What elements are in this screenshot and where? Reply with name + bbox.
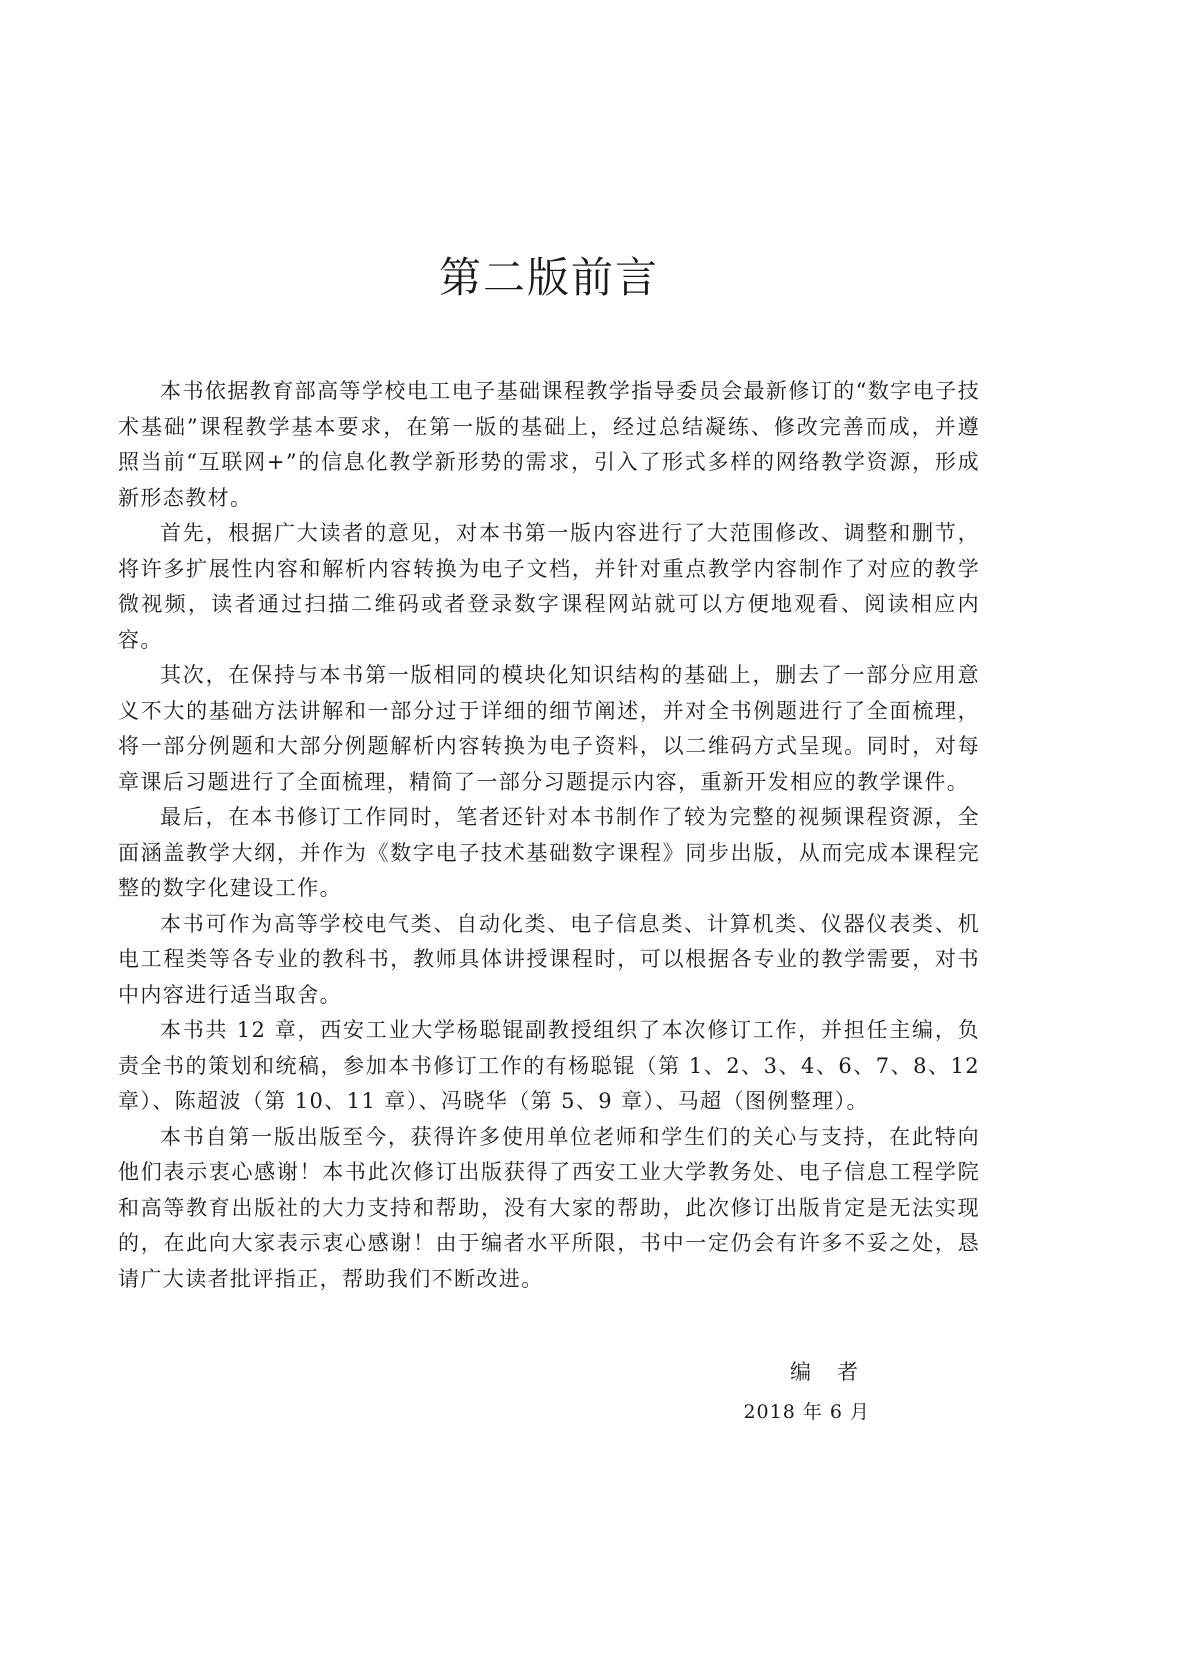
preface-body <box>118 374 980 1297</box>
paragraph-2: 首先，根据广大读者的意见，对本书第一版内容进行了大范围修改、调整和删节，将许多扩展性内容和解析内容转换为电子文档，并针对重点教学内容制作了对应的教学微视频，读者通过扫描二维码或者登录数字课程网站就可以方便地观看、阅读相应内容。 <box>118 521 980 652</box>
signature-block <box>118 1357 980 1427</box>
paragraph-3: 其次，在保持与本书第一版相同的模块化知识结构的基础上，删去了一部分应用意义不大的基础方法讲解和一部分过于详细的细节阐述，并对全书例题进行了全面梳理，将一部分例题和大部分例题解析内容转换为电子资料，以二维码方式呈现。同时，对每章课后习题进行了全面梳理，精简了一部分习题提示内容，重新开发相应的教学课件。 <box>118 663 980 794</box>
document-page <box>118 0 980 1675</box>
page-title: 第二版前言 <box>438 253 659 302</box>
paragraph-5: 本书可作为高等学校电气类、自动化类、电子信息类、计算机类、仪器仪表类、机电工程类等各专业的教科书，教师具体讲授课程时，可以根据各专业的教学需要，对书中内容进行适当取舍。 <box>118 911 980 1007</box>
paragraph-7: 本书自第一版出版至今，获得许多使用单位老师和学生们的关心与支持，在此特向他们表示衷心感谢！本书此次修订出版获得了西安工业大学教务处、电子信息工程学院和高等教育出版社的大力支持和帮助，没有大家的帮助，此次修订出版肯定是无法实现的，在此向大家表示衷心感谢！由于编者水平所限，书中一定仍会有许多不妥之处，恳请广大读者批评指正，帮助我们不断改进。 <box>118 1124 980 1291</box>
paragraph-1: 本书依据教育部高等学校电工电子基础课程教学指导委员会最新修订的“数字电子技术基础”课程教学基本要求，在第一版的基础上，经过总结凝练、修改完善而成，并遵照当前“互联网+”的信息化教学新形势的需求，引入了形式多样的网络教学资源，形成新形态教材。 <box>118 379 980 510</box>
preface-date: 2018 年 6 月 <box>743 1401 870 1423</box>
paragraph-4: 最后，在本书修订工作同时，笔者还针对本书制作了较为完整的视频课程资源，全面涵盖教学大纲，并作为《数字电子技术基础数字课程》同步出版，从而完成本课程完整的数字化建设工作。 <box>118 805 980 900</box>
paragraph-6: 本书共 12 章，西安工业大学杨聪锟副教授组织了本次修订工作，并担任主编，负责全书的策划和统稿，参加本书修订工作的有杨聪锟（第 1、2、3、4、6、7、8、12 章）、陈超波（第 10、11 章）、冯晓华（第 5、9 章）、马超（图例整理）。 <box>118 1018 980 1113</box>
author-signature: 编者 <box>790 1360 884 1384</box>
